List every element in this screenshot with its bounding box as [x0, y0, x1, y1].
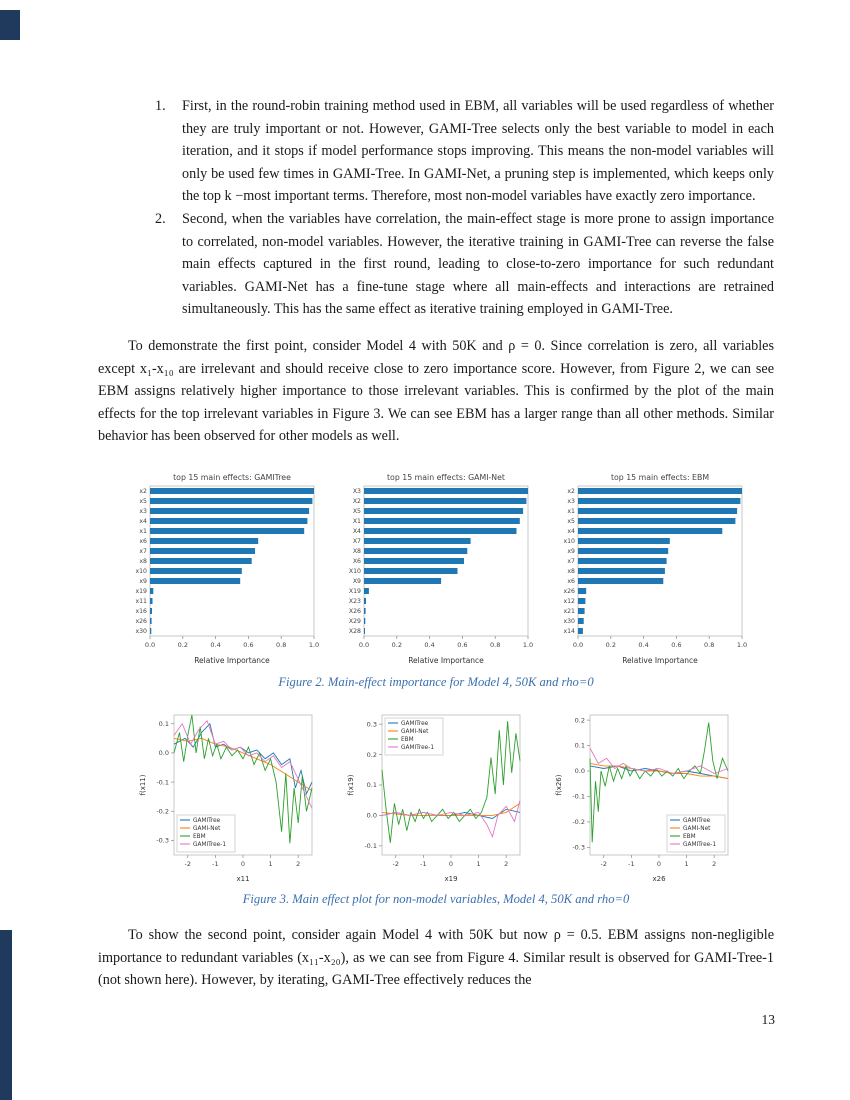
- svg-text:f(x11): f(x11): [139, 774, 147, 796]
- svg-text:0.2: 0.2: [366, 750, 377, 759]
- svg-text:-1: -1: [628, 859, 635, 868]
- body-paragraph-2: To show the second point, consider again Model 4 with 50K but now ρ = 0.5. EBM assigns non-negligible importance to redundant variables (x₁₁-x₂₀), as we can see from Figure 4. Similar result is observed for GAMI-Tree-1 (not shown here). However, by iterating, GAMI-Tree effectively reduces the: [98, 926, 774, 989]
- figure3-caption: Figure 3. Main effect plot for non-model variables, Model 4, 50K and rho=0: [242, 891, 630, 906]
- svg-text:X4: X4: [352, 528, 361, 536]
- svg-text:0.2: 0.2: [605, 640, 616, 649]
- svg-text:0: 0: [240, 859, 246, 868]
- figure3-charts: [98, 705, 774, 885]
- svg-text:-1: -1: [420, 859, 427, 868]
- svg-text:-0.1: -0.1: [364, 841, 377, 850]
- svg-text:top 15 main effects: EBM: top 15 main effects: EBM: [610, 472, 710, 482]
- svg-text:0.4: 0.4: [638, 640, 649, 649]
- svg-text:X5: X5: [352, 508, 361, 516]
- svg-text:-0.2: -0.2: [156, 807, 169, 816]
- svg-text:x30: x30: [135, 628, 147, 636]
- svg-text:x26: x26: [652, 874, 666, 883]
- svg-text:x10: x10: [563, 538, 575, 546]
- page-content: [98, 0, 774, 992]
- svg-text:GAMI-Net: GAMI-Net: [401, 728, 429, 735]
- svg-text:0.2: 0.2: [574, 716, 585, 725]
- svg-text:1: 1: [476, 859, 481, 868]
- svg-text:1: 1: [268, 859, 273, 868]
- svg-text:X3: X3: [352, 488, 361, 496]
- figure2-charts: [98, 468, 774, 668]
- svg-text:x8: x8: [139, 558, 147, 566]
- svg-text:GAMITree: GAMITree: [193, 817, 221, 824]
- scan-edge-bottom-left: [0, 930, 12, 1100]
- svg-text:X26: X26: [348, 608, 361, 616]
- svg-text:f(x19): f(x19): [347, 774, 355, 796]
- svg-text:0.1: 0.1: [158, 719, 169, 728]
- svg-text:x2: x2: [567, 488, 575, 496]
- list-item-number: 2.: [155, 210, 166, 227]
- figure2-caption: Figure 2. Main-effect importance for Model 4, 50K and rho=0: [278, 674, 594, 689]
- svg-text:x9: x9: [567, 548, 575, 556]
- svg-text:x26: x26: [563, 588, 575, 596]
- svg-text:x8: x8: [567, 568, 575, 576]
- svg-text:0.8: 0.8: [490, 640, 501, 649]
- svg-text:X6: X6: [352, 558, 361, 566]
- svg-text:0.3: 0.3: [366, 720, 377, 729]
- svg-text:-2: -2: [392, 859, 400, 868]
- svg-text:Relative Importance: Relative Importance: [194, 655, 270, 665]
- svg-text:GAMITree-1: GAMITree-1: [401, 744, 435, 751]
- svg-text:1.0: 1.0: [736, 640, 748, 649]
- svg-text:x3: x3: [567, 498, 575, 506]
- svg-text:x19: x19: [135, 588, 147, 596]
- svg-text:X10: X10: [348, 568, 361, 576]
- svg-text:0.6: 0.6: [243, 640, 254, 649]
- svg-text:Relative Importance: Relative Importance: [622, 655, 698, 665]
- svg-text:X29: X29: [348, 618, 361, 626]
- svg-text:0.0: 0.0: [366, 811, 377, 820]
- svg-text:X19: X19: [348, 588, 361, 596]
- svg-text:X7: X7: [352, 538, 361, 546]
- svg-text:x12: x12: [563, 598, 575, 606]
- svg-text:-0.2: -0.2: [572, 818, 585, 827]
- svg-text:-2: -2: [600, 859, 608, 868]
- svg-text:0: 0: [448, 859, 454, 868]
- svg-text:x7: x7: [139, 548, 147, 556]
- svg-text:x9: x9: [139, 578, 147, 586]
- svg-text:0.0: 0.0: [158, 749, 169, 758]
- svg-text:X9: X9: [352, 578, 361, 586]
- svg-text:X2: X2: [352, 498, 361, 506]
- svg-text:0.1: 0.1: [574, 741, 585, 750]
- svg-text:0.8: 0.8: [704, 640, 715, 649]
- bar-chart-ebm: [548, 468, 752, 668]
- svg-text:GAMITree: GAMITree: [683, 817, 711, 824]
- svg-text:x5: x5: [567, 518, 575, 526]
- svg-text:-0.3: -0.3: [572, 843, 585, 852]
- body-paragraph-1: To demonstrate the first point, consider Model 4 with 50K and ρ = 0. Since correlation is zero, all variables except x₁-x₁₀ are irrelevant and should receive close to zero importance score. However, from Figure 2, we can see EBM assigns relatively higher importance to those irrelevant variables. This is confirmed by the plot of the main effects for the top irrelevant variables in Figure 3. We can see EBM has a larger range than all other methods. Similar behavior has been observed for other models as well.: [98, 337, 774, 445]
- svg-text:-1: -1: [212, 859, 219, 868]
- page-number: 13: [761, 1012, 775, 1027]
- bar-chart-gaminet: [334, 468, 538, 668]
- svg-text:x11: x11: [135, 598, 147, 606]
- svg-text:EBM: EBM: [401, 736, 414, 743]
- svg-text:0: 0: [656, 859, 662, 868]
- line-chart-x19: [344, 705, 528, 885]
- svg-text:X1: X1: [352, 518, 361, 526]
- svg-text:GAMITree-1: GAMITree-1: [683, 841, 717, 848]
- svg-text:x3: x3: [139, 508, 147, 516]
- svg-text:x4: x4: [567, 528, 575, 536]
- svg-text:0.6: 0.6: [457, 640, 468, 649]
- list-item-text: Second, when the variables have correlation, the main-effect stage is more prone to assign importance to correlated, non-model variables. However, the iterative training in GAMI-Tree can reverse the false main effects captured in the first round, leading to close-to-zero importance for such redundant variables. GAMI-Net has a fine-tune stage where all main-effects and interactions are retrained simultaneously. This has the same effect as iterative training employed in GAMI-Tree.: [182, 210, 774, 318]
- svg-text:0.0: 0.0: [144, 640, 156, 649]
- svg-text:1.0: 1.0: [308, 640, 320, 649]
- svg-text:x10: x10: [135, 568, 147, 576]
- svg-text:0.4: 0.4: [424, 640, 435, 649]
- numbered-list: [98, 95, 774, 321]
- svg-text:x30: x30: [563, 618, 575, 626]
- svg-text:x7: x7: [567, 558, 575, 566]
- svg-text:f(x26): f(x26): [555, 774, 563, 796]
- svg-text:2: 2: [296, 859, 301, 868]
- line-chart-x26: [552, 705, 736, 885]
- svg-text:x16: x16: [135, 608, 147, 616]
- svg-text:x11: x11: [236, 874, 250, 883]
- svg-text:top 15 main effects: GAMITree: top 15 main effects: GAMITree: [173, 472, 291, 482]
- scan-edge-top-left: [0, 10, 20, 40]
- svg-text:0.2: 0.2: [391, 640, 402, 649]
- svg-text:2: 2: [712, 859, 717, 868]
- svg-text:0.1: 0.1: [366, 781, 377, 790]
- svg-text:GAMITree: GAMITree: [401, 720, 429, 727]
- svg-text:x1: x1: [567, 508, 575, 516]
- svg-text:-0.1: -0.1: [156, 778, 169, 787]
- svg-text:x6: x6: [567, 578, 575, 586]
- svg-text:EBM: EBM: [193, 833, 206, 840]
- svg-text:0.0: 0.0: [358, 640, 370, 649]
- svg-text:x5: x5: [139, 498, 147, 506]
- svg-text:x1: x1: [139, 528, 147, 536]
- svg-text:1.0: 1.0: [522, 640, 534, 649]
- svg-text:EBM: EBM: [683, 833, 696, 840]
- svg-text:0.8: 0.8: [276, 640, 287, 649]
- svg-text:0.4: 0.4: [210, 640, 221, 649]
- svg-text:0.2: 0.2: [177, 640, 188, 649]
- bar-chart-gamitree: [120, 468, 324, 668]
- svg-text:GAMITree-1: GAMITree-1: [193, 841, 227, 848]
- svg-text:x21: x21: [563, 608, 575, 616]
- svg-text:X8: X8: [352, 548, 361, 556]
- svg-text:0.6: 0.6: [671, 640, 682, 649]
- svg-text:x2: x2: [139, 488, 147, 496]
- svg-text:2: 2: [504, 859, 509, 868]
- svg-text:-0.3: -0.3: [156, 836, 169, 845]
- list-item: [155, 95, 774, 208]
- svg-text:0.0: 0.0: [572, 640, 584, 649]
- svg-text:GAMI-Net: GAMI-Net: [683, 825, 711, 832]
- svg-text:top 15 main effects: GAMI-Net: top 15 main effects: GAMI-Net: [387, 472, 505, 482]
- list-item: [155, 208, 774, 321]
- svg-text:GAMI-Net: GAMI-Net: [193, 825, 221, 832]
- svg-text:X23: X23: [348, 598, 361, 606]
- svg-text:1: 1: [684, 859, 689, 868]
- svg-text:x4: x4: [139, 518, 147, 526]
- svg-text:x26: x26: [135, 618, 147, 626]
- line-chart-x11: [136, 705, 320, 885]
- svg-text:x19: x19: [444, 874, 458, 883]
- svg-text:0.0: 0.0: [574, 767, 585, 776]
- list-item-number: 1.: [155, 98, 166, 114]
- svg-text:X28: X28: [348, 628, 361, 636]
- svg-text:Relative Importance: Relative Importance: [408, 655, 484, 665]
- svg-text:-2: -2: [184, 859, 192, 868]
- svg-text:-0.1: -0.1: [572, 792, 585, 801]
- svg-text:x6: x6: [139, 538, 147, 546]
- list-item-text: First, in the round-robin training method used in EBM, all variables will be used regardless of whether they are truly important or not. However, GAMI-Tree selects only the best variable to model in each iteration, and it stops if model performance stops improving. This means the non-model variables will only be used few times in GAMI-Tree. In GAMI-Net, a pruning step is implemented, which keeps only the top k −most important terms. Therefore, most non-model variables have exactly zero importance.: [182, 98, 774, 205]
- svg-text:x14: x14: [563, 628, 575, 636]
